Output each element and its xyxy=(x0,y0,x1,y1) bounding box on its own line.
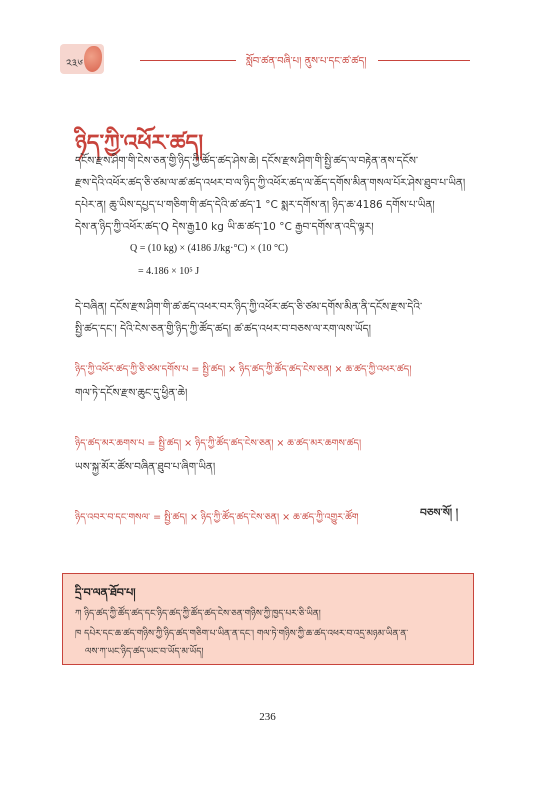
paragraph-line: དངོས་རྫས་ཤིག་གི་ངེས་ཅན་གྱི་ཉིད་ཀྱི་ཚོད་ཚད་ཤེས་ཆེ། དངོས་རྫས་ཤིག་གི་སྤྱི་ཚད་ལ་བརྟེན་ནས་དངོས་ xyxy=(75,155,419,167)
section-title: ཉིད་ཀྱི་འཕོར་ཚད། xyxy=(75,131,204,156)
exercise-title: དྲི་བ་ལན་ཐོབ་པ། xyxy=(75,586,136,599)
decorative-blob-icon xyxy=(84,46,102,72)
equation-line-1: Q = (10 kg) × (4186 J/kg·°C) × (10 °C) xyxy=(130,243,288,254)
header-rule-left xyxy=(140,60,236,61)
paragraph-line: དཔེར་ན། ཆུ་ཡིས་དཔྱད་པ་གཅིག་གི་ཚད་དེའི་ཚ་ཚད་1 °C སྨར་དགོས་ན། ཉིད་ཆ་4186 དགོས་པ་ཡིན། xyxy=(75,199,435,211)
formula-note: ཡས་སྐྱ་མོར་ཚོས་བཞིན་ཐུབ་པ་ཞིག་ཡིན། xyxy=(75,461,216,473)
exercise-box xyxy=(62,573,474,665)
exercise-item-continued: ལས་ཀ་ཡང་ཉིད་ཚད་ཡང་བ་ཡོད་མ་ཡོད། xyxy=(85,647,204,657)
paragraph-line: སྤྱི་ཚད་དང་། དེའི་ངེས་ཅན་གྱི་ཉིད་ཀྱི་ཚོད་ཚད། ཚ་ཚད་འཕར་བ་བཅས་ལ་རག་ལས་ཡོད། xyxy=(75,323,371,335)
formula-heat-required: ཉིད་ཀྱི་འཕོར་ཚད་ཀྱི་ཅི་ཙམ་དགོས་པ = སྤྱི་ཚད། × ཉིད་ཚད་ཀྱི་ཚོད་ཚད་ངེས་ཅན། × ཆ་ཚད་ཀྱི་འཕར་ཚད། xyxy=(75,364,412,375)
formula-end-mark: བཅས་སོ། ། xyxy=(420,507,459,519)
exercise-item: ཁ དཔེར་དང་ཆ་ཚད་གཉིས་ཀྱི་ཉིད་ཚད་གཅིག་པ་ཡིན་ན་དང་། གལ་ཏེ་གཉིས་ཀྱི་ཆ་ཚད་འཕར་བ་འདྲ་མཉམ་ཡིན་ན་ xyxy=(75,629,409,639)
page-badge xyxy=(60,44,104,74)
exercise-item: ཀ ཉིད་ཚད་ཀྱི་ཚོད་ཚད་དང་ཉིད་ཚད་ཀྱི་ཚོད་ཚད་ངེས་ཅན་གཉིས་ཀྱི་ཁྱད་པར་ཅི་ཡིན། xyxy=(75,609,321,619)
header-rule-right xyxy=(378,60,470,61)
paragraph-line: དེ་བཞིན། དངོས་རྫས་ཤིག་གི་ཚ་ཚད་འཕར་བར་ཉིད་ཀྱི་འཕོར་ཚད་ཅི་ཙམ་དགོས་མིན་ནི་དངོས་རྫས་དེའི་ xyxy=(75,301,423,313)
paragraph-line: རྫས་དེའི་འཕོར་ཚད་ཅི་ཙམ་ལ་ཚ་ཚད་འཕར་བ་ལ་ཉིད་ཀྱི་འཕོར་ཚད་ལ་ཆོད་དགོས་མིན་གསལ་པོར་ཤེས་ཐུབ་པ་ཡིན། xyxy=(75,177,466,189)
page-number: 236 xyxy=(259,711,276,723)
header-page-label: ༢༣༦ xyxy=(66,57,84,70)
formula-heat-released: ཉིད་ཚད་མར་ཆགས་པ = སྤྱི་ཚད། × ཉིད་ཀྱི་ཚོད་ཚད་ངེས་ཅན། × ཆ་ཚད་མར་ཆགས་ཚད། xyxy=(75,438,362,449)
formula-note: གལ་ཏེ་དངོས་རྫས་ཆུང་དུ་ཕྱིན་ཆེ། xyxy=(75,387,188,399)
running-header: སློབ་ཚན་བཞི་པ། ནུས་པ་དང་ཚ་ཚད། xyxy=(246,56,367,67)
equation-line-2: = 4.186 × 10⁵ J xyxy=(138,266,200,277)
paragraph-line: དེས་ན་ཉིད་ཀྱི་འཕོར་ཚད་Q དེས་རྒྱ10 kg ཡི་ཆ་ཚད་10 °C རྒྱབ་དགོས་ན་འདི་ལྟར། xyxy=(75,221,374,233)
formula-heat-change: ཉིད་འབར་བ་དང་གསལ་ = སྤྱི་ཚད། × ཉིད་ཀྱི་ཚོད་ཚད་ངེས་ཅན། × ཆ་ཚད་ཀྱི་འགྱུར་ཚོག xyxy=(75,512,359,523)
